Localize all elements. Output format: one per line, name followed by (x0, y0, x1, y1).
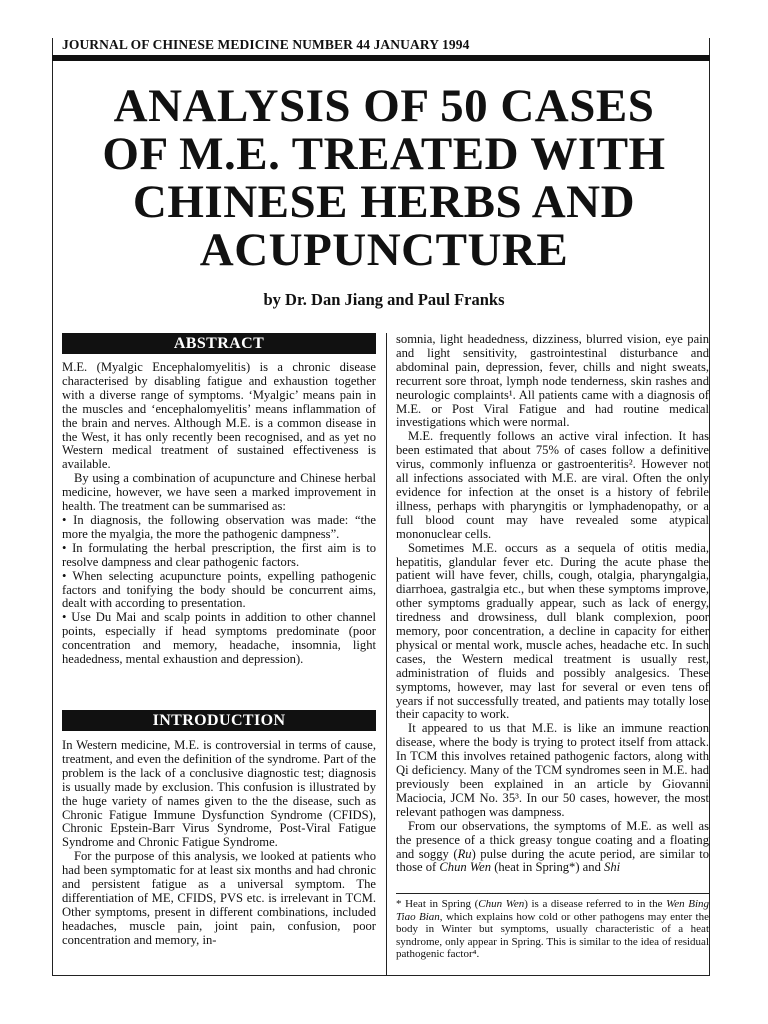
pinyin-term: Shi (604, 860, 621, 875)
abstract-bullet: • When selecting acupuncture points, expelling pathogenic factors and tonifying the body should be concurrent aims, dealt with according to presentation. (62, 568, 376, 611)
abstract-heading: ABSTRACT (62, 333, 376, 354)
abstract-bullet: • Use Du Mai and scalp points in addition to other channel points, especially if head symptoms predominate (poor concentration and memory, headache, insomnia, light headedness, mental exhaustion and depression). (62, 610, 376, 667)
title-line: OF M.E. TREATED WITH (102, 128, 666, 180)
body-paragraph: Sometimes M.E. occurs as a sequela of otitis media, hepatitis, glandular fever etc. During the acute phase the patient will have fever, chills, cough, otalgia, pharyngalgia, diarrhoea, gastralgia etc., but when these symptoms improve, other symptoms gradually appear, such as lack of energy, tiredness and drowsiness, dull blank complexion, poor memory, poor concentration, a decline in capacity for either physical or mental work, muscle aches, headache etc. In such cases, the Western medical treatment is usually rest, administration of fluids and possibly analgesics. These symptoms, however, may last for several or even tens of years if not successfully treated, and patients may totally lose their capacity to work. (396, 540, 709, 722)
title-line: ANALYSIS OF 50 CASES (113, 80, 655, 132)
right-column-body (396, 333, 709, 875)
title-line: ACUPUNCTURE (199, 224, 569, 276)
journal-running-header: JOURNAL OF CHINESE MEDICINE NUMBER 44 JANUARY 1994 (62, 37, 470, 52)
header-rule (52, 55, 710, 61)
abstract-bullet: • In diagnosis, the following observation was made: “the more the myalgia, the more the pathogenic dampness”. (62, 512, 376, 541)
text-run: , which explains how cold or other pathogens may enter the body in Winter but symptoms, usually characteristic of a heat syndrome, only appear in Spring. This is similar to the idea of residual pathogenic factor⁴. (396, 910, 709, 961)
footnote (396, 898, 709, 961)
text-run: (heat in Spring*) and (491, 860, 605, 875)
body-paragraph: It appeared to us that M.E. is like an immune reaction disease, where the body is trying to protect itself from attack. In TCM this involves retained pathogenic factors, along with Qi deficiency. Many of the TCM syndromes seen in M.E. had previously been explained in an article by Giovanni Maciocia, JCM No. 35³. In our 50 cases, however, the most relevant pathogen was dampness. (396, 721, 709, 819)
body-paragraph (396, 820, 709, 876)
book-title: Wen Bing Tiao Bian (396, 898, 710, 923)
abstract-bullet: • In formulating the herbal prescription, the first aim is to resolve dampness and clear pathogenic factors. (62, 540, 376, 569)
pinyin-term: Chun Wen (478, 898, 525, 910)
body-paragraph: somnia, light headedness, dizziness, blurred vision, eye pain and light sensitivity, gastrointestinal disturbance and abdominal pain, depression, fever, chills and night sweats, recurrent sore throat, lymph node tenderness, skin rashes and neurologic complaints¹. All patients came with a diagnosis of M.E. or Post Viral Fatigue and had routine medical investigations which were normal. (396, 332, 709, 430)
bottom-rule (52, 975, 710, 976)
abstract-paragraph: By using a combination of acupuncture and Chinese herbal medicine, however, we have seen a marked improvement in health. The treatment can be summarised as: (62, 471, 376, 514)
pinyin-term: Chun Wen (439, 860, 492, 875)
introduction-heading: INTRODUCTION (62, 710, 376, 731)
text-run: From our observations, the symptoms of M.E. as well as the presence of a thick greasy tongue coating and a floating and soggy ( (396, 818, 709, 861)
title-line: CHINESE HERBS AND (132, 176, 636, 228)
text-run: ) pulse during the acute period, are similar to those of (396, 846, 710, 875)
author-byline: by Dr. Dan Jiang and Paul Franks (263, 290, 505, 309)
introduction-paragraph: For the purpose of this analysis, we looked at patients who had been symptomatic for at least six months and had chronic and persistent fatigue as a universal symptom. The differentiation of ME, CFIDS, PVS etc. is irrelevant in TCM. Other symptoms, present in different combinations, included headaches, muscle pain, joint pain, confusion, poor concentration and memory, in- (62, 849, 376, 947)
abstract-section (62, 361, 376, 667)
text-run: * Heat in Spring ( (396, 898, 479, 910)
introduction-section (62, 739, 376, 948)
footnote-rule (396, 893, 709, 894)
abstract-paragraph: M.E. (Myalgic Encephalomyelitis) is a chronic disease characterised by disabling fatigue and exhaustion together with a diverse range of symptoms. ‘Myalgic’ means pain in the muscles and ‘encephalomyelitis’ means inflammation of the brain and nerves. Although M.E. is a common disease in the West, it has only recently been recognised, and as yet no Western medical treatment of sustained effectiveness is available. (62, 360, 376, 472)
introduction-paragraph: In Western medicine, M.E. is controversial in terms of cause, treatment, and even the definition of the syndrome. Part of the problem is the lack of a conclusive diagnostic test; diagnosis is usually made by exclusion. This confusion is illustrated by the huge variety of names given to the the disease, such as Chronic Fatigue Immune Dysfunction Syndrome (CFIDS), Chronic Epstein-Barr Virus Syndrome, Post-Viral Fatigue Syndrome and Chronic Fatigue Syndrome. (62, 738, 376, 850)
pinyin-term: Ru (457, 846, 472, 861)
text-run: ) is a disease referred to in the (524, 898, 667, 910)
article-title (52, 82, 716, 274)
body-paragraph: M.E. frequently follows an active viral infection. It has been estimated that about 75% of cases follow a definitive virus, commonly influenza or gastroenteritis². However not all infections associated with M.E. are viral. Often the only evidence for infection at the onset is a history of febrile illness, perhaps with pharyngitis or lymphadenopathy, or a full blood count may have revealed some atypical mononuclear cells. (396, 429, 709, 541)
column-divider (386, 333, 387, 975)
